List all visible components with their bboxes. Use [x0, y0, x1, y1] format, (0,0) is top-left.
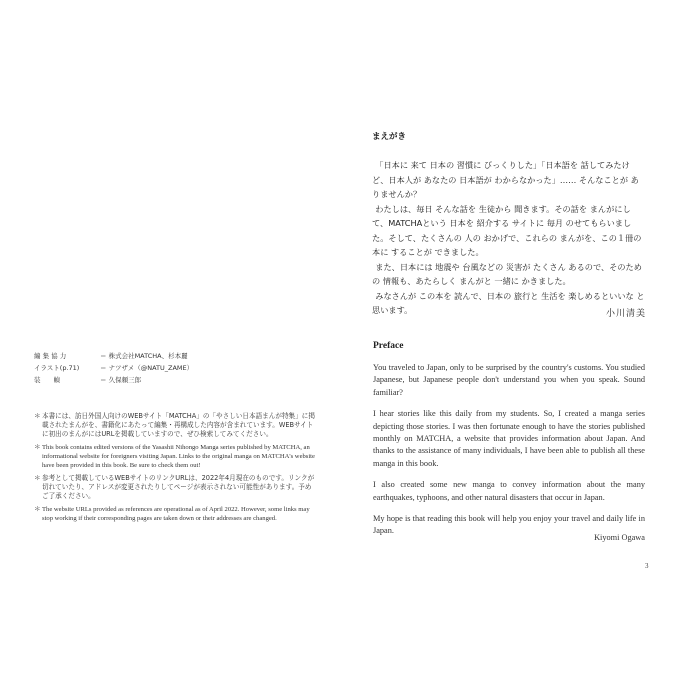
english-paragraph: I also created some new manga to convey information about the many earthquakes, typhoons, and other natural disasters that occur in Japan.	[373, 480, 645, 502]
credit-label: イラスト(p.71)	[34, 364, 80, 372]
credit-row	[34, 350, 324, 362]
credit-value: ＝ 久保頼三郎	[100, 376, 142, 384]
japanese-paragraph: また、日本には 地震や 台風などの 災害が たくさん あるので、そのための 情報も、あたらしく まんがと 一緒に かきました。	[372, 261, 642, 286]
japanese-author-signature: 小川清美	[605, 309, 646, 319]
note-text: 参考として掲載しているWEBサイトのリンクURLは、2022年4月現在のものです。リンクが切れていたり、アドレスが変更されたりしてページが表示されない可能性があります。予めご了承ください。	[42, 474, 315, 500]
japanese-preface-body	[372, 158, 646, 318]
note-text: This book contains edited versions of the Yasashii Nihongo Manga series published by MATCHA, an informational website for foreigners visiting Japan. Links to the original manga on MATCHA's website have been provided in this book. Be sure to check them out!	[42, 444, 315, 469]
note-item	[34, 412, 317, 439]
japanese-paragraph: みなさんが この本を 読んで、日本の 旅行と 生活を 楽しめるといいな と思います。	[372, 290, 645, 315]
asterisk-mark: ＊	[34, 444, 41, 451]
asterisk-mark: ＊	[34, 506, 41, 513]
asterisk-mark: ＊	[34, 475, 41, 482]
english-paragraph: You traveled to Japan, only to be surprised by the country's customs. You studied Japanese, but Japanese people don't understand you when you speak. Sound familiar?	[373, 363, 645, 397]
credit-label: 装 幀	[34, 376, 60, 384]
credits-block	[34, 350, 324, 386]
english-preface-body	[373, 362, 645, 547]
japanese-paragraph: 「日本に 来て 日本の 習慣に びっくりした」「日本語を 話してみたけど、日本人が あなたの 日本語が わからなかった」…… そんなことが ありませんか？	[372, 160, 639, 199]
page-number: 3	[645, 562, 649, 570]
notes-block	[34, 412, 317, 527]
note-item	[34, 505, 317, 523]
japanese-paragraph: わたしは、毎日 そんな話を 生徒から 聞きます。その話を まんがにして、MATCHAという 日本を 紹介する サイトに 毎月 のせてもらいました。そして、たくさんの 人の おかげで、これらの まんがを、この１冊の 本に することが できました。	[372, 203, 642, 257]
credit-value: ＝ 株式会社MATCHA、杉本麗	[100, 352, 188, 360]
english-paragraph: My hope is that reading this book will help you enjoy your travel and daily life in Japan.	[373, 514, 645, 536]
credit-value: ＝ ナツザメ（@NATU_ZAME）	[100, 364, 194, 372]
asterisk-mark: ＊	[34, 413, 41, 420]
note-text: 本書には、訪日外国人向けのWEBサイト「MATCHA」の「やさしい日本語まんが特集」に掲載されたまんがを、書籍化にあたって編集・再構成した内容が含まれています。WEBサイトに初出のまんがにはURLを掲載していますので、ぜひ検索してみてください。	[42, 412, 315, 438]
note-text: The website URLs provided as references are operational as of April 2022. However, some links may stop working if their corresponding pages are taken down or their addresses are changed.	[42, 506, 310, 522]
credit-row	[34, 362, 324, 374]
english-author-signature: Kiyomi Ogawa	[594, 533, 645, 542]
credit-row	[34, 374, 324, 386]
english-paragraph: I hear stories like this daily from my students. So, I created a manga series depicting those stories. I was then fortunate enough to have the stories published monthly on MATCHA, a website that provides information about Japan. And thanks to the assistance of many individuals, I have been able to publish all these manga in this book.	[373, 409, 645, 468]
english-preface-title: Preface	[373, 341, 404, 351]
note-item	[34, 443, 317, 470]
japanese-preface-title: まえがき	[372, 132, 407, 142]
credit-label: 編 集 協 力	[34, 352, 67, 360]
note-item	[34, 474, 317, 501]
